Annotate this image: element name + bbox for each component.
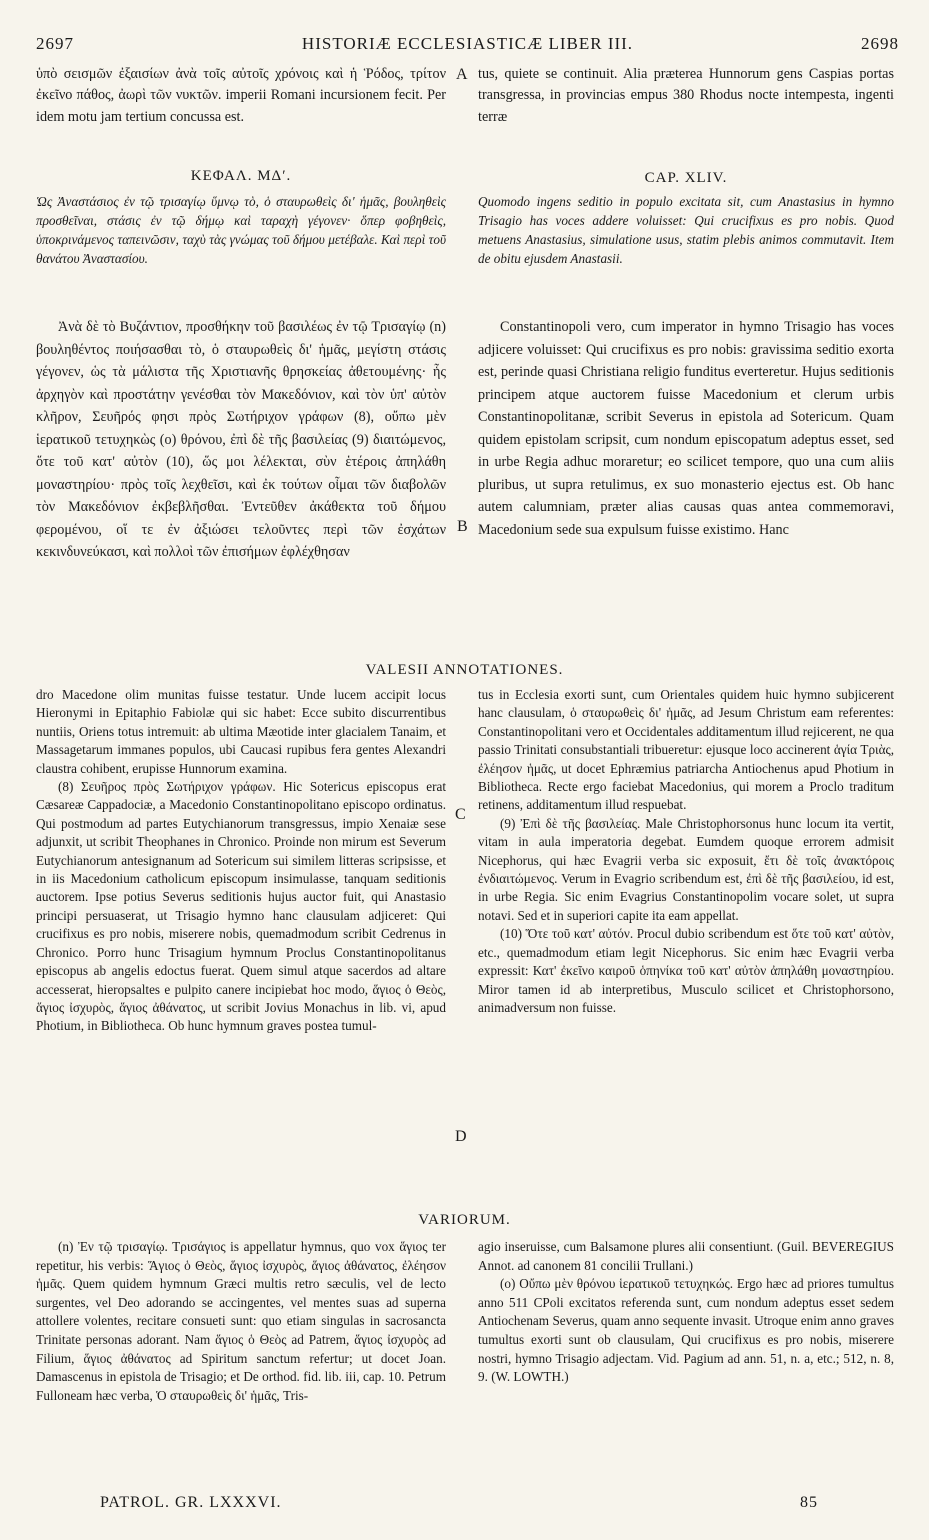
column-number-left: 2697: [36, 34, 74, 53]
greek-chapter-heading: ΚΕΦΑΛ. ΜΔʹ.: [190, 168, 292, 184]
margin-letter-c: C: [455, 806, 466, 823]
greek-chapter-summary: Ὡς Ἀναστάσιος ἐν τῷ τρισαγίῳ ὕμνῳ τὸ, ὁ σταυρωθεὶς δι' ἡμᾶς, βουληθεὶς προσθεῖναι, στάσις ἐν τῷ δήμῳ καὶ ταραχὴ γέγονεν· ὅπερ φοβηθεὶς, ὑποκρινάμενος ταπεινῶσιν, ταχὺ τὰς γνώμας τοῦ δήμου μετέβαλε. Καὶ περὶ τοῦ θανάτου Ἀναστασίου.: [36, 194, 446, 266]
variorum-right: agio inseruisse, cum Balsamone plures alii consentiunt. (Guil. BEVEREGIUS Annot. ad canonem 81 concilii Trullani.) (o) Οὔπω μὲν θρόνου ἱερατικοῦ τετυχηκώς. Ergo hæc ad priores tumultus anno 511 CPoli excitatos referenda sunt, cum nondum adeptus esset sedem Antiochenam Severus, quam anno sequente invasit. Utroque enim anno graves tumultus exorti sunt ob clausulam, Qui crucifixus es pro nobis, miserere nostri, hymno Trisagio adjectam. Vid. Pagium ad ann. 51, n. a, etc.; 512, n. 8, 9. (W. LOWTH.): [478, 1239, 894, 1385]
latin-chapter-heading: CAP. XLIV.: [644, 170, 728, 186]
annotations-right: tus in Ecclesia exorti sunt, cum Orientales quidem huic hymno subjicerent hanc clausulam, ὁ σταυρωθεὶς δι' ἡμᾶς, ad Jesum Christum eam referentes: Constantinopolitani vero et Occidentales additamentum illud rejicerent, ne qua passio Trinitati consubstantiali tribueretur: ejusque loco accinerent ἁγία Τριὰς, ἐλέησον ἡμᾶς, ut docet Ephræmius patriarcha Antiochenus apud Photium in Bibliotheca. Recte ergo faciebat Macedonius, qui morem a Proclo traditum retinens, additamentum illud respuebat. (9) Ἐπὶ δὲ τῆς βασιλείας. Male Christophorsonus hunc locum ita vertit, vitam in aula imperatoria degebat. Eumdem quoque errorem admisit Nicephorus, qui hæc Evagrii verba sic exposuit, ἔτι δὲ τοῖς ἀνακτόροις ἐνδιαιτώμενος. Verum in Evagrio scribendum est, ἐπὶ δὲ τῆς βασιλείου, id est, in urbe Regia. Sic enim Evagrius Constantinopolim vocare solet, ut supra notavi. Sed et in superiori capite ita eam appellat. (10) Ὅτε τοῦ κατ' αὐτόν. Procul dubio scribendum est ὅτε τοῦ κατ' αὐτὸν, etc., quemadmodum etiam legit Nicephorus. Sic enim hæc Evagrii verba expressit: Κατ' ἐκεῖνο καιροῦ ὁπηνίκα τοῦ κατ' αὐτὸν ἀπηλάθη μοναστηρίου. Miror tamen id ab interpretibus, Musculo scilicet et Christophorsono, animadversum non fuisse.: [478, 687, 894, 1015]
margin-letter-d: D: [455, 1128, 467, 1145]
variorum-title: VARIORUM.: [418, 1212, 511, 1228]
greek-chapter-text: Ἀνὰ δὲ τὸ Βυζάντιον, προσθήκην τοῦ βασιλέως ἐν τῷ Τρισαγίῳ (n) βουληθέντος ποιήσασθαι τὸ, ὁ σταυρωθεὶς δι' ἡμᾶς, μεγίστη στάσις γέγονεν, ὡς τὰ μάλιστα τῆς Χριστιανῆς θρησκείας ἀθετουμένης· ἧς ἀρχηγὸν καὶ προστάτην γενέσθαι τὸν Μακεδόνιον, καὶ τὸν ὑπ' αὐτὸν κλῆρον, Σευῆρός φησι πρὸς Σωτήριχον γράφων (8), οὔπω μὲν ἱερατικοῦ τετυχηκὼς (o) θρόνου, ἐπὶ δὲ τῆς βασιλείας (9) διαιτώμενος, ὅτε τοῦ κατ' αὐτὸν (10), ὥς μοι λέλεκται, σὺν ἑτέροις ἀπηλάθη μοναστηρίου· πρὸς τοῖς λεχθεῖσι, καὶ ἐκ τούτων οἶμαι τῶν διαβολῶν τὸν Μακεδόνιον ἐκβεβλῆσθαι. Ἐντεῦθεν ἀκάθεκτα τοῦ δήμου φερομένου, οἵ τε ἐν ἀξιώσει τελοῦντες περὶ τῶν ἐσχάτων κεκινδυνεύκασι, καὶ πολλοὶ τῶν ἐπισήμων ἐφλέχθησαν: [36, 319, 446, 560]
top-left-text: ὑπὸ σεισμῶν ἐξαισίων ἀνὰ τοῖς αὐτοῖς χρόνοις καὶ ἡ Ῥόδος, τρίτον ἐκεῖνο πάθος, ἀωρὶ τῶν νυκτῶν. imperii Romani incursionem fecit. Per idem motu jam tertium concussa est.: [36, 66, 446, 125]
annotations-title: VALESII ANNOTATIONES.: [365, 662, 564, 678]
top-right-text: tus, quiete se continuit. Alia præterea Hunnorum gens Caspias portas transgressa, in provincias empus 380 Rhodus nocte intempesta, ingenti terræ: [478, 66, 894, 125]
margin-letter-a: A: [456, 66, 468, 83]
running-header: [36, 34, 899, 60]
annotations-left: dro Macedone olim munitas fuisse testatur. Unde lucem accipit locus Hieronymi in Epitaphio Fabiolæ qui sic habet: Ecce subito discurrentibus nuntiis, Oriens totus intremuit: ab ultima Mæotide inter glacialem Tanaim, et Massagetarum immanes populos, ubi Caucasi rupibus fera gentes Alexandri claustra cohibent, erupisse Hunnorum examina. (8) Σευῆρος πρὸς Σωτήριχον γράφων. Hic Sotericus episcopus erat Cæsareæ Cappadociæ, a Macedonio Constantinopolitano episcopo ordinatus. Qui postmodum ad partes Eutychianorum transgressus, impio Xenaiæ sese adjunxit, ut scribit Theophanes in Chronico. Proinde non mirum est Severum Eutychianorum antesignanum ad Sotericum sui similem litteras scripsisse, et in iis Macedonium catholicum episcopum insimulasse, tanquam seditionis auctorem. Ipse potius Severus seditionis hujus auctor fuit, qui Anastasio principi persuaserat, ut Trisagio hymno hanc clausulam adjiceret: Qui crucifixus es pro nobis, miserere nobis, quemadmodum scribit Cedrenus in Chronico. Porro hunc Trisagium hymnum Proclus Constantinopolitanus episcopus ab angelis edoctus fuerat. Quem simul atque sacerdos ad altare accesserat, hieropsaltes e pulpito canere incipiebat hoc modo, ἅγιος ὁ Θεὸς, ἅγιος ἰσχυρὸς, ἅγιος ἀθάνατος, ut scribit Jovius Monachus in lib. vi, apud Photium, in Bibliotheca. Ob hunc hymnum graves postea tumul-: [36, 687, 446, 1034]
variorum-left: (n) Ἐν τῷ τρισαγίῳ. Τρισάγιος is appellatur hymnus, quo vox ἅγιος ter repetitur, his verbis: Ἅγιος ὁ Θεὸς, ἅγιος ἰσχυρὸς, ἅγιος ἀθάνατος, ἐλέησον ἡμᾶς. Quem quidem hymnum Græci multis retro sæculis, vel de lecto surgentes, vel Deo adorando se accingentes, vel mentes suas ad superna attollere volentes, recitare consueti sunt: quo etiam singulas in sacrosancta Trinitate personas adorant. Nam ἅγιος ὁ Θεὸς ad Patrem, ἅγιος ἰσχυρὸς ad Filium, ἅγιος ἀθάνατος ad Spiritum sanctum refertur; ut docet Joan. Damascenus in epistola de Trisagio; et De orthod. fid. lib. iii, cap. 10. Petrum Fulloneam hæc verba, Ὁ σταυρωθεὶς δι' ἡμᾶς, Tris-: [36, 1239, 446, 1403]
margin-letter-b: B: [457, 518, 468, 535]
running-title: HISTORIÆ ECCLESIASTICÆ LIBER III.: [301, 34, 634, 53]
footer-signature: PATROL. GR. LXXXVI.: [100, 1494, 282, 1511]
footer-page-number: 85: [800, 1494, 818, 1511]
latin-chapter-text: Constantinopoli vero, cum imperator in hymno Trisagio has voces adjicere voluisset: Qui crucifixus es pro nobis: gravissima seditio exorta est, perinde quasi Christiana religio funditus everteretur. Hujus seditionis principem atque auctorem fuisse Macedonium et clerum urbis Constantinopolitanæ, scribit Severus in epistola ad Sotericum. Quam quidem epistolam scripsit, cum nondum episcopatum adeptus esset, sed in urbe Regia adhuc moraretur; eo scilicet tempore, quo una cum aliis pluribus, ut supra retulimus, ex suo monasterio ejectus est. Ob hanc autem calumniam, præter alias causas quas antea commemoravi, Macedonium sede sua expulsum fuisse existimo. Hanc: [478, 319, 894, 538]
column-number-right: 2698: [860, 34, 899, 53]
latin-chapter-summary: Quomodo ingens seditio in populo excitata sit, cum Anastasius in hymno Trisagio has voces addere voluisset: Qui crucifixus es pro nobis. Quod metuens Anastasius, simulatione usus, statim plebis animos commutavit. Item de obitu ejusdem Anastasii.: [478, 194, 894, 266]
